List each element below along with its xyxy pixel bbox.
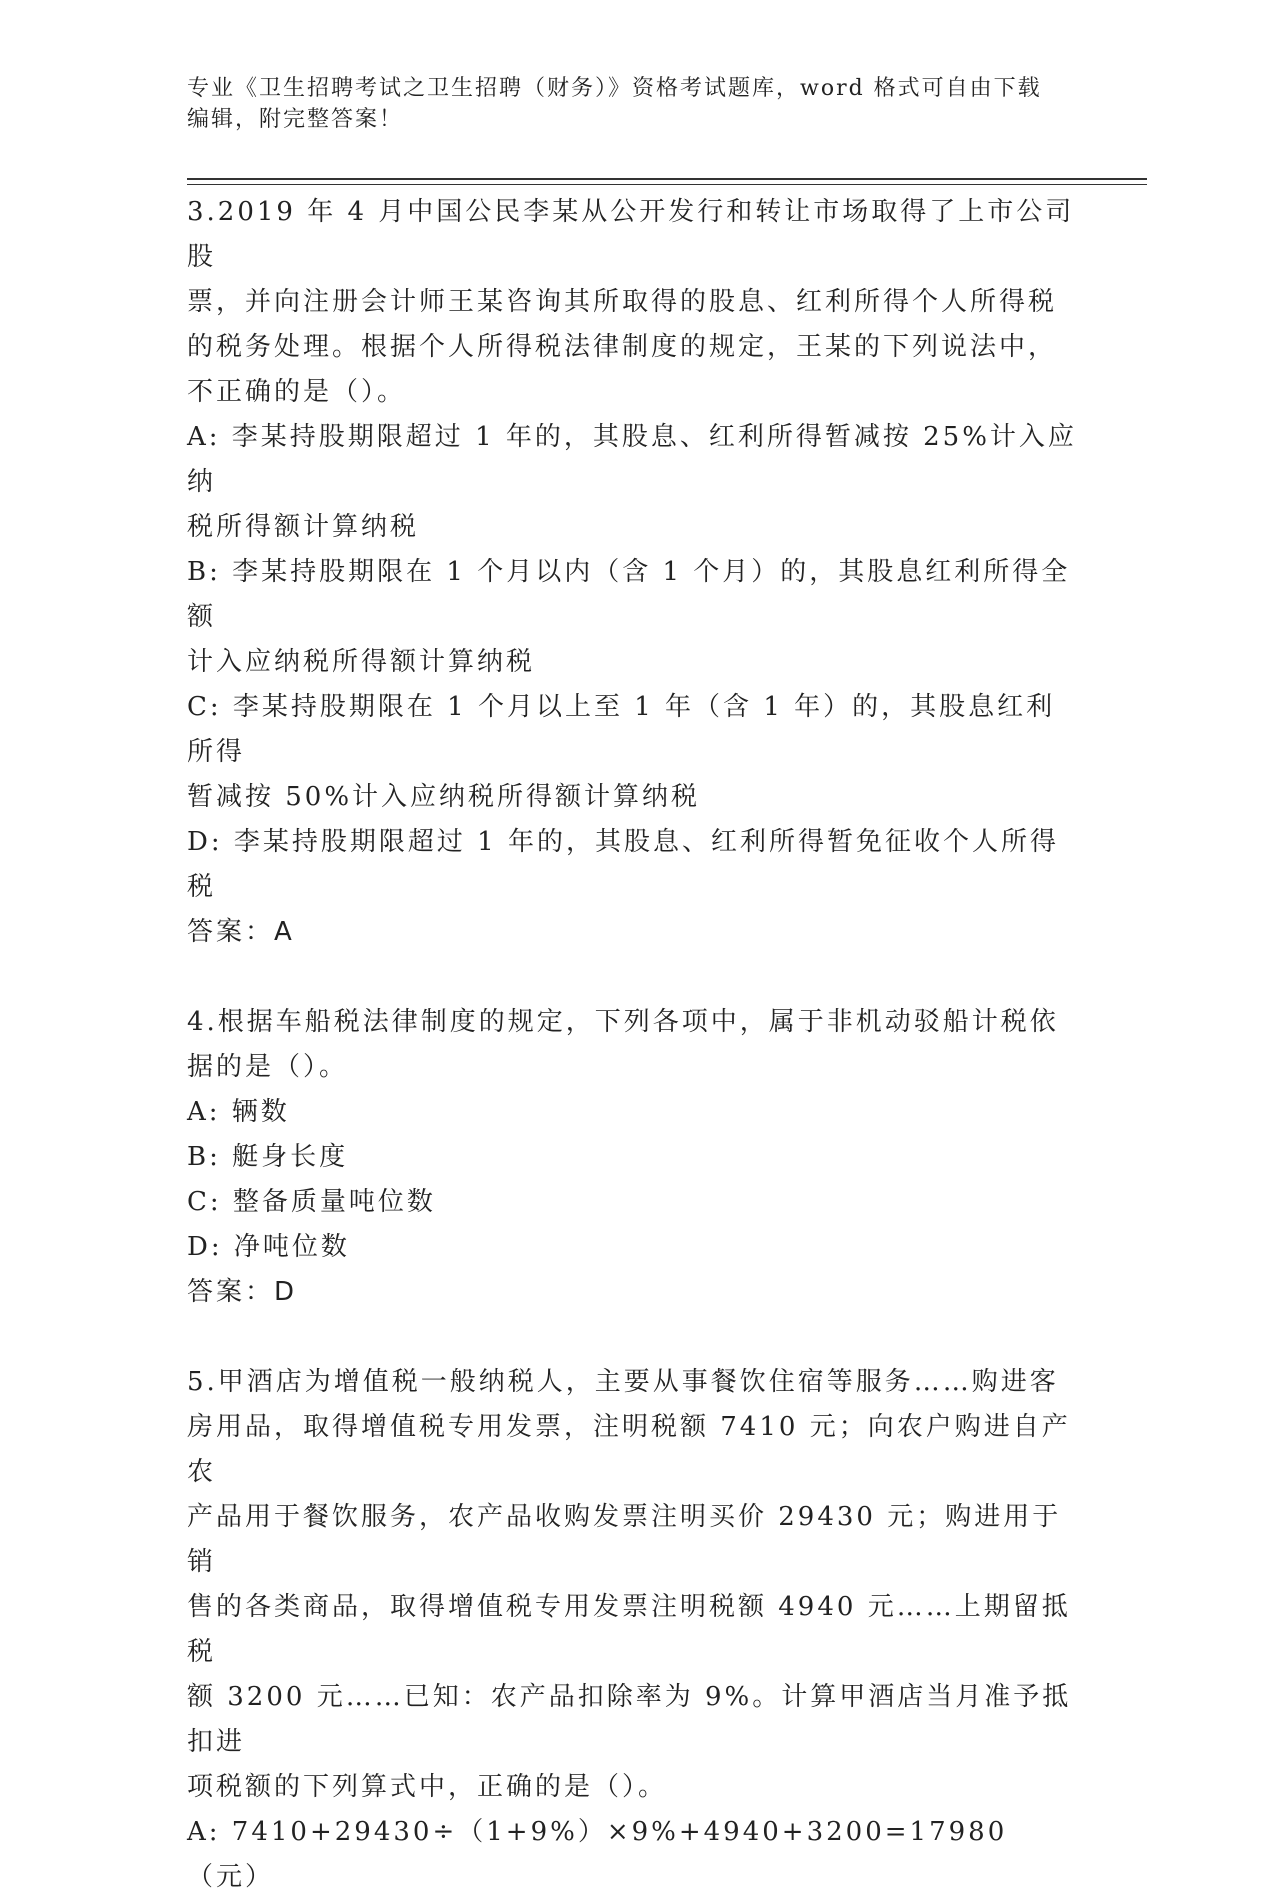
question-stem-line: 售的各类商品，取得增值税专用发票注明税额 4940 元……上期留抵税: [187, 1592, 1071, 1667]
option-b-cont: 计入应纳税所得额计算纳税: [187, 647, 536, 677]
question-stem-line: 额 3200 元……已知：农产品扣除率为 9%。计算甲酒店当月准予抵扣进: [187, 1682, 1072, 1757]
option-a: A: 7410+29430÷（1+9%）×9%+4940+3200=17980（元）: [187, 1817, 1008, 1892]
option-b: B: 艇身长度: [187, 1142, 349, 1172]
question-stem-line: 产品用于餐饮服务，农产品收购发票注明买价 29430 元；购进用于销: [187, 1502, 1062, 1577]
option-c: C: 李某持股期限在 1 个月以上至 1 年（含 1 年）的，其股息红利所得: [187, 692, 1056, 767]
spacer: [187, 1315, 1077, 1360]
option-a: A: 李某持股期限超过 1 年的，其股息、红利所得暂减按 25%计入应纳: [187, 422, 1077, 497]
option-b: B: 李某持股期限在 1 个月以内（含 1 个月）的，其股息红利所得全额: [187, 557, 1071, 632]
header-rule-thin: [187, 184, 1147, 185]
header-line-2: 编辑，附完整答案！: [187, 107, 404, 132]
question-3: [187, 190, 1077, 955]
answer: 答案：D: [187, 1277, 298, 1307]
option-d: D: 李某持股期限超过 1 年的，其股息、红利所得暂免征收个人所得税: [187, 827, 1059, 902]
question-4: [187, 1000, 1077, 1315]
header-rule-thick: [187, 178, 1147, 180]
question-stem-line: 票，并向注册会计师王某咨询其所取得的股息、红利所得个人所得税: [187, 287, 1058, 317]
question-stem-line: 项税额的下列算式中，正确的是（）。: [187, 1772, 668, 1802]
option-a: A: 辆数: [187, 1097, 290, 1127]
question-stem-line: 不正确的是（）。: [187, 377, 407, 407]
document-header: [187, 73, 1067, 135]
header-line-1: 专业《卫生招聘考试之卫生招聘（财务）》资格考试题库，word 格式可自由下载: [187, 76, 1042, 101]
question-stem-line: 3.2019 年 4 月中国公民李某从公开发行和转让市场取得了上市公司股: [187, 197, 1075, 272]
spacer: [187, 955, 1077, 1000]
option-c-cont: 暂减按 50%计入应纳税所得额计算纳税: [187, 782, 701, 812]
question-list: [187, 190, 1077, 1900]
answer: 答案：A: [187, 917, 295, 947]
question-stem-line: 的税务处理。根据个人所得税法律制度的规定，王某的下列说法中，: [187, 332, 1058, 362]
option-d: D: 净吨位数: [187, 1232, 350, 1262]
question-stem-line: 5.甲酒店为增值税一般纳税人，主要从事餐饮住宿等服务……购进客: [187, 1367, 1059, 1397]
question-stem-line: 房用品，取得增值税专用发票，注明税额 7410 元；向农户购进自产农: [187, 1412, 1071, 1487]
question-stem-line: 据的是（）。: [187, 1052, 349, 1082]
question-5: [187, 1360, 1077, 1900]
question-stem-line: 4.根据车船税法律制度的规定，下列各项中，属于非机动驳船计税依: [187, 1007, 1059, 1037]
option-a-cont: 税所得额计算纳税: [187, 512, 420, 542]
option-c: C: 整备质量吨位数: [187, 1187, 436, 1217]
